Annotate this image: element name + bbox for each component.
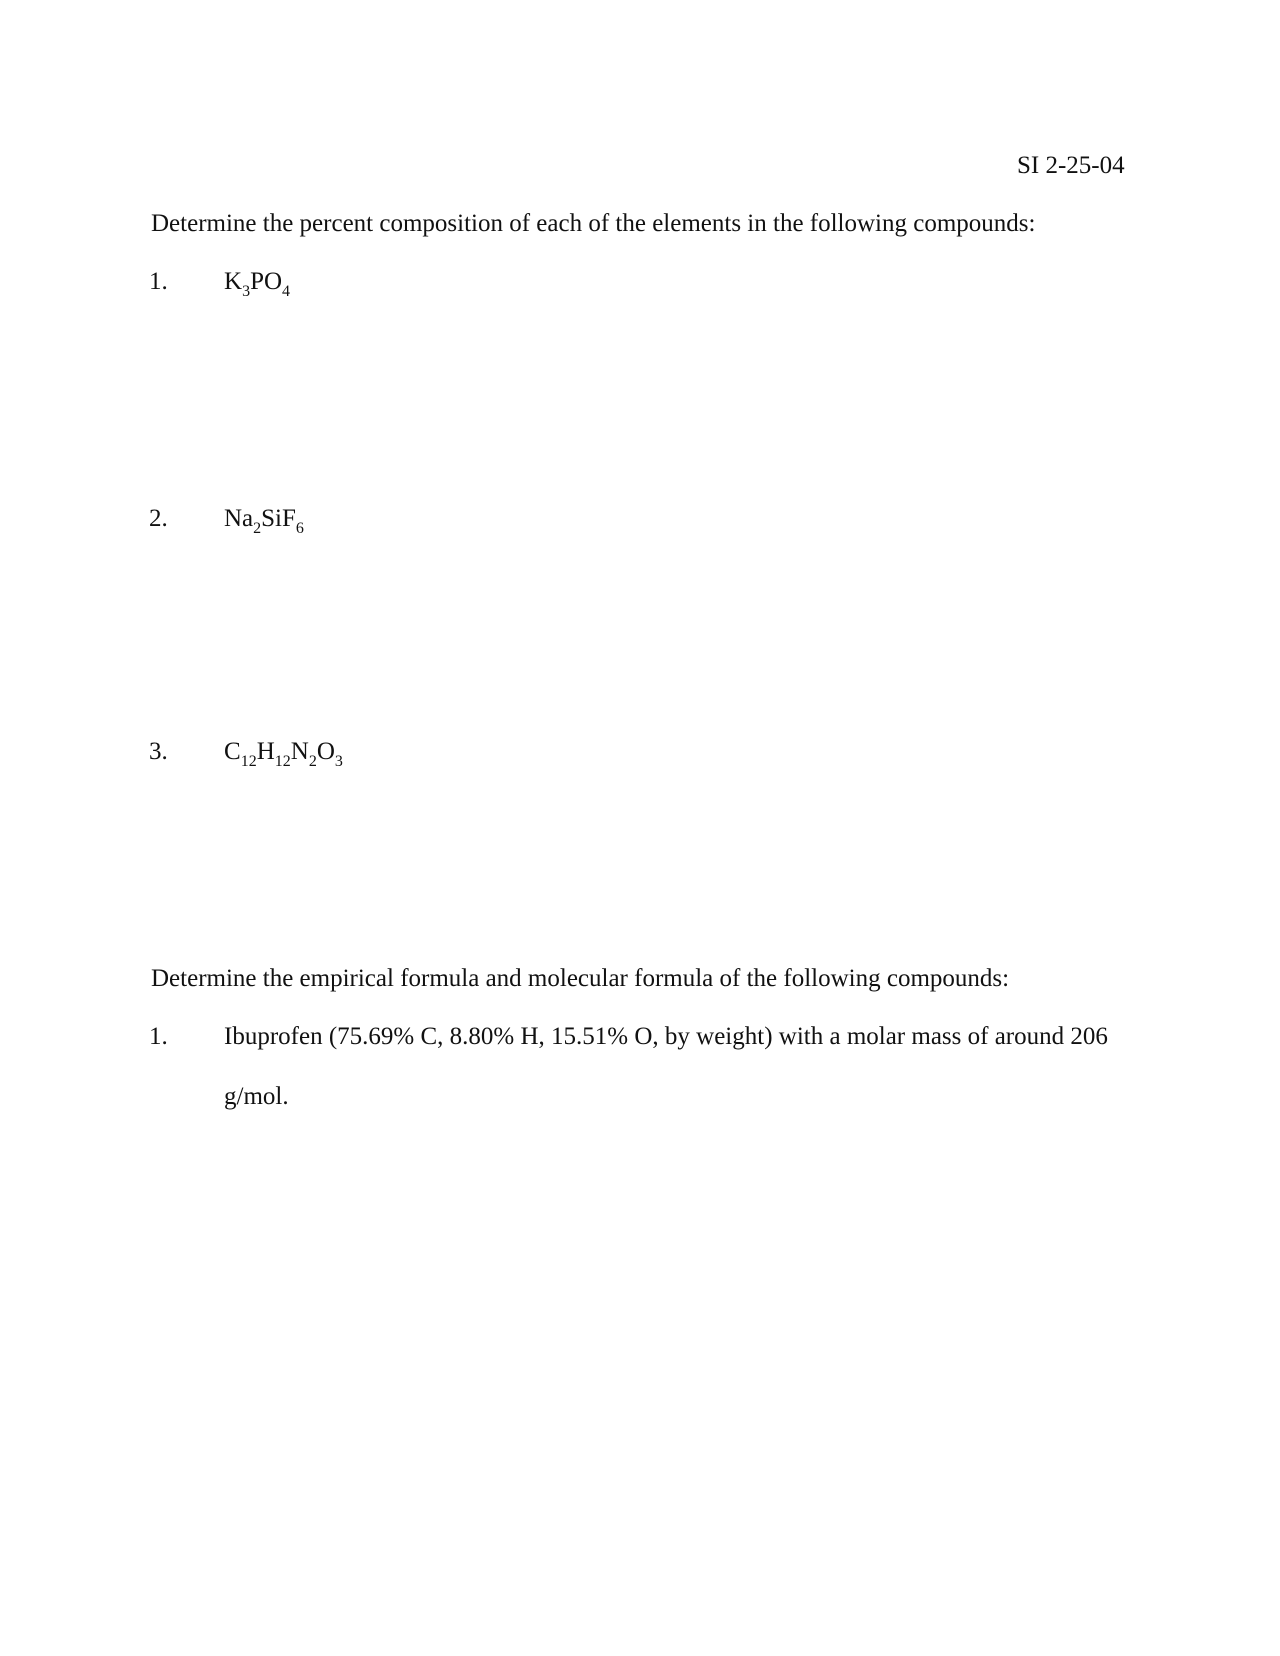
element-symbol: C: [224, 738, 241, 765]
subscript: 12: [274, 753, 291, 770]
compound-formula: [224, 267, 291, 300]
question-text-line2: g/mol.: [224, 1083, 289, 1110]
compound-formula: [224, 504, 304, 537]
compound-formula: [224, 737, 343, 770]
item-number: 2.: [149, 505, 168, 532]
subscript: 2: [308, 753, 317, 770]
element-symbol: H: [256, 738, 275, 765]
subscript: 3: [334, 753, 343, 770]
element-symbol: N: [290, 738, 309, 765]
subscript: 12: [240, 753, 257, 770]
element-symbol: SiF: [261, 505, 296, 532]
element-symbol: K: [224, 268, 243, 295]
section1-instruction: Determine the percent composition of each of the elements in the following compounds:: [151, 210, 1036, 237]
item-number: 1.: [149, 268, 168, 295]
question-text-line1: Ibuprofen (75.69% C, 8.80% H, 15.51% O, by weight) with a molar mass of around 206: [224, 1023, 1108, 1050]
element-symbol: PO: [250, 268, 283, 295]
section2-instruction: Determine the empirical formula and molecular formula of the following compounds:: [151, 965, 1010, 992]
subscript: 2: [253, 520, 262, 537]
date-code: SI 2-25-04: [1017, 152, 1125, 179]
subscript: 6: [295, 520, 304, 537]
subscript: 4: [282, 283, 291, 300]
item-number: 3.: [149, 738, 168, 765]
element-symbol: Na: [224, 505, 254, 532]
subscript: 3: [242, 283, 251, 300]
element-symbol: O: [316, 738, 335, 765]
item-number: 1.: [149, 1023, 168, 1050]
